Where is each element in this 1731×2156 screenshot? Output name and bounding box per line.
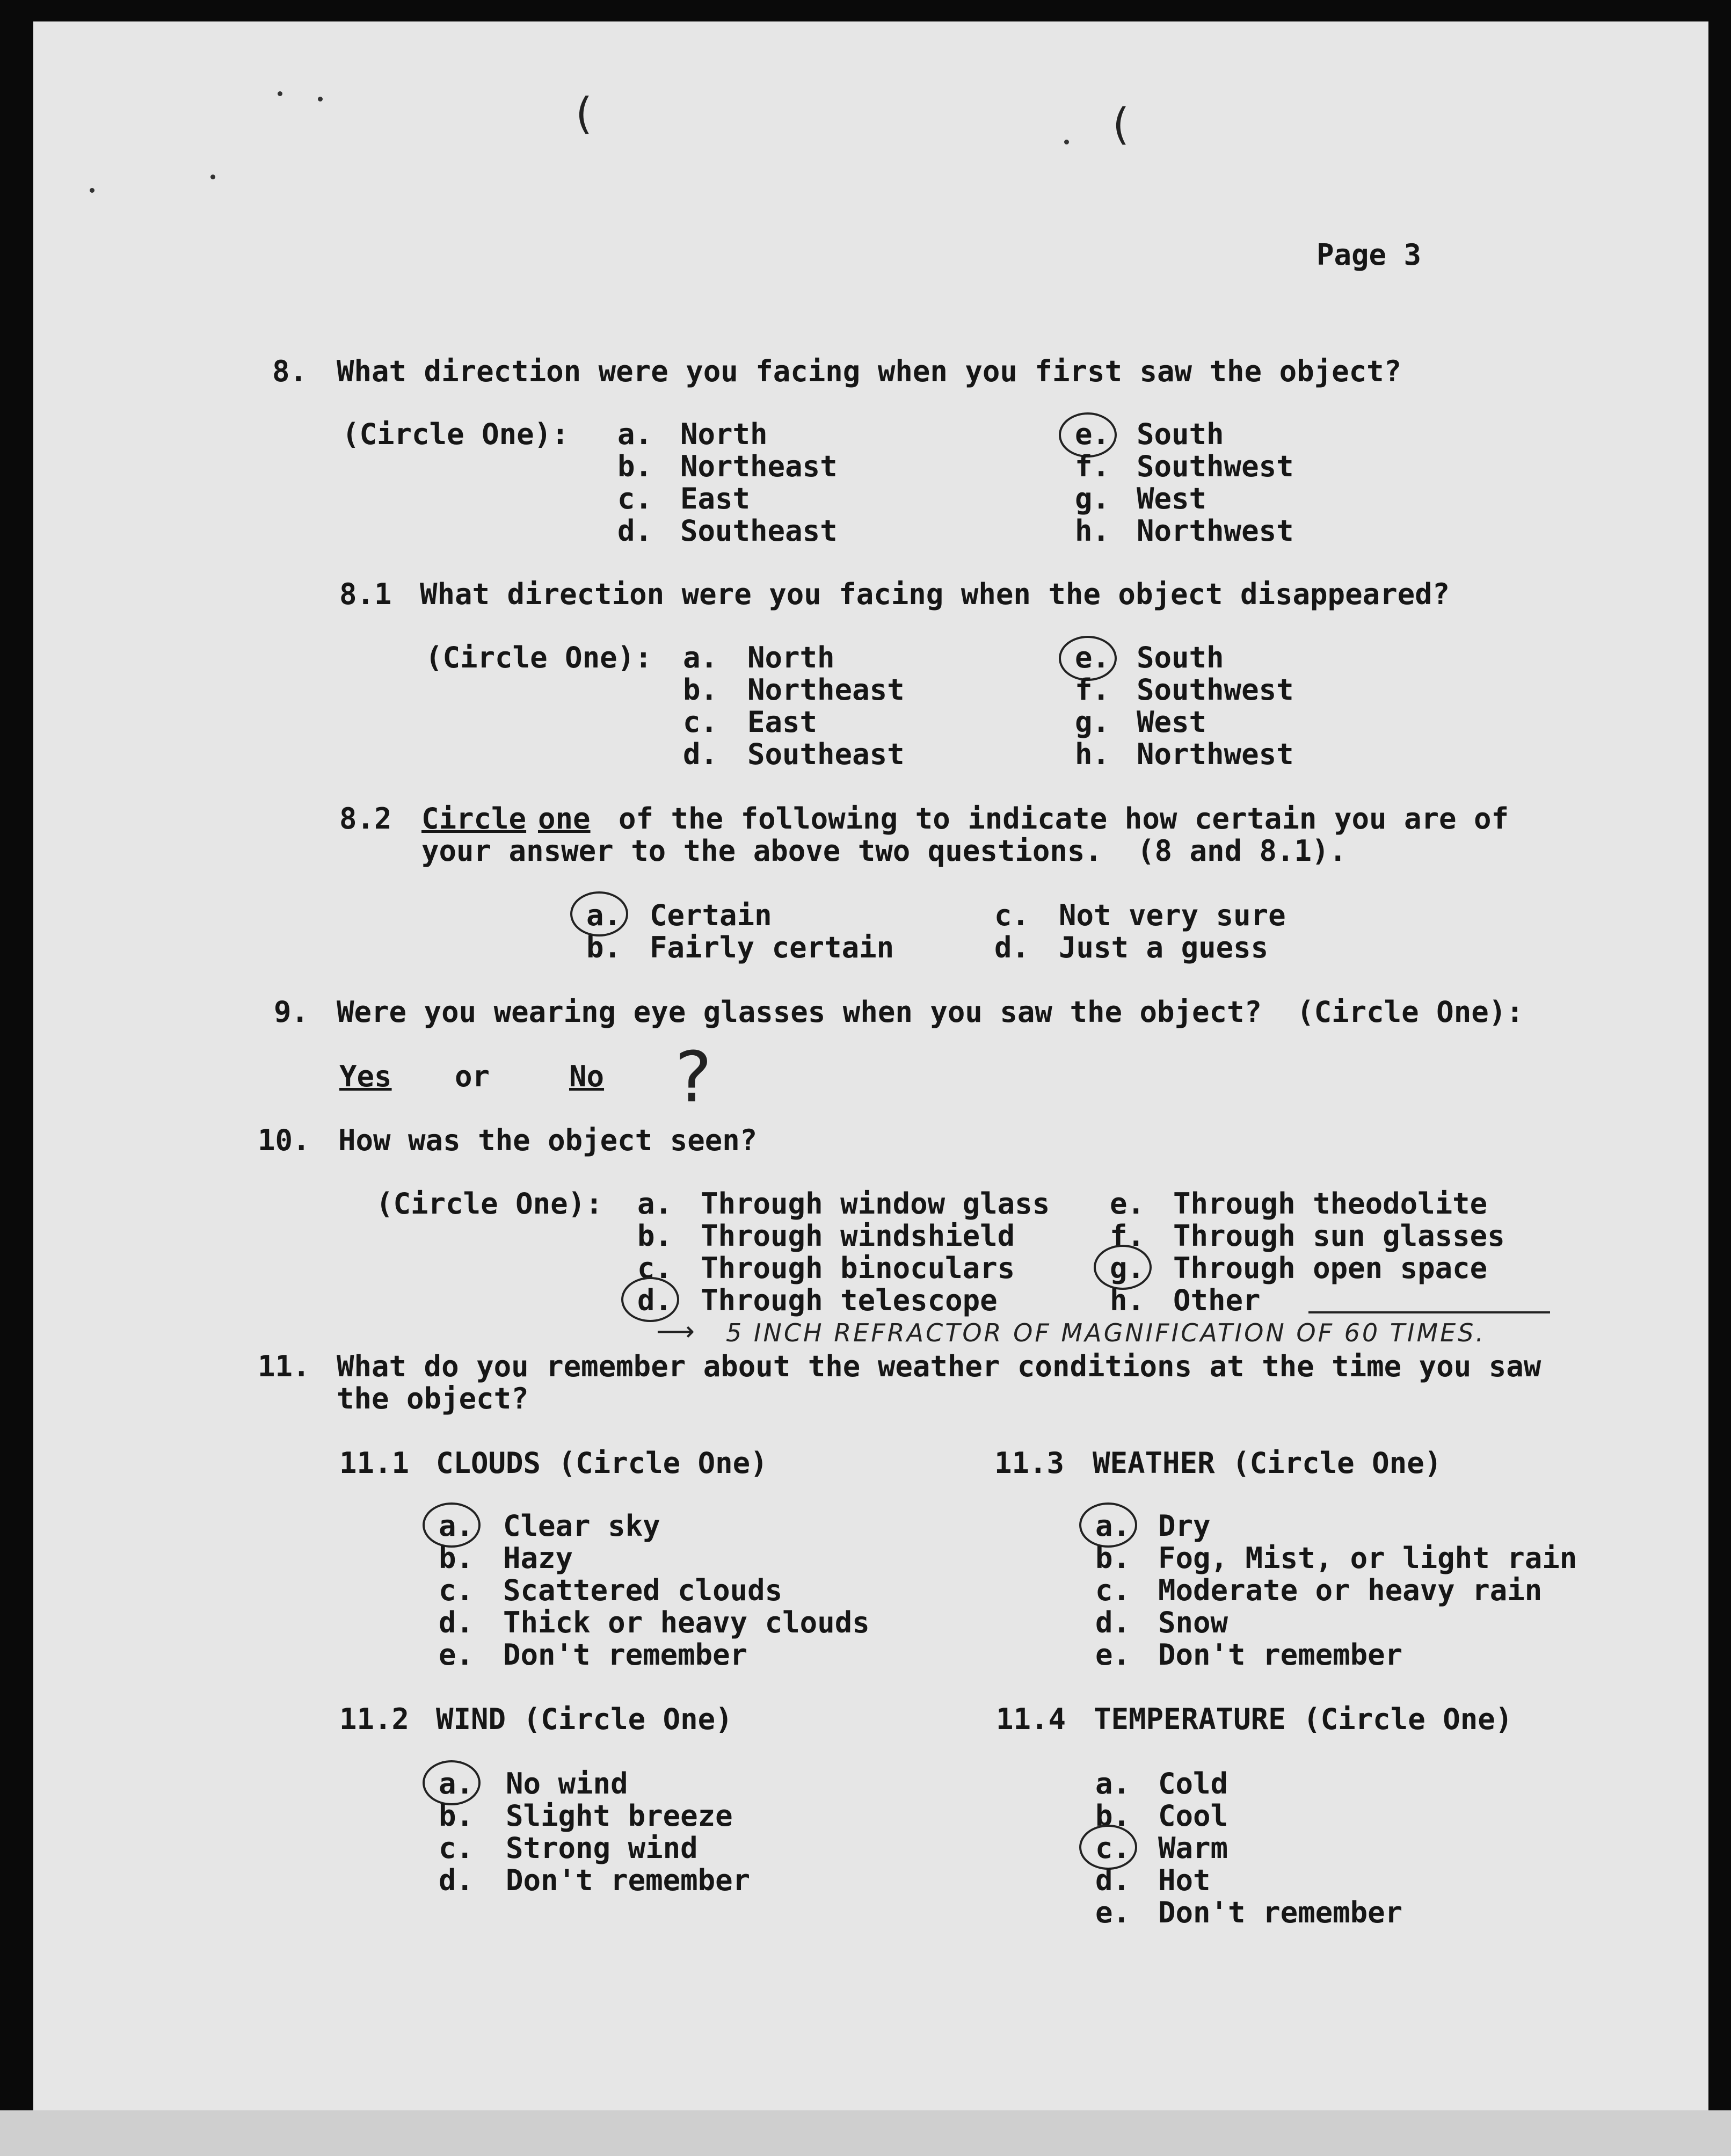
q11-3-title: WEATHER (Circle One): [1093, 1446, 1442, 1480]
q8-option-label: Southwest: [1137, 449, 1294, 483]
q8-option-label: West: [1137, 482, 1207, 516]
q11-2-option-label: No wind: [506, 1767, 628, 1801]
q10-option-letter[interactable]: c.: [637, 1251, 673, 1285]
q10-option-letter[interactable]: g.: [1110, 1251, 1145, 1285]
q11-3-option-letter[interactable]: e.: [1095, 1638, 1131, 1672]
q11-3-option-label: Don't remember: [1158, 1638, 1403, 1672]
q11-2-option-label: Strong wind: [506, 1831, 698, 1865]
q8-option-letter[interactable]: h.: [1075, 514, 1110, 548]
q9-no-option[interactable]: No: [569, 1059, 605, 1093]
q11-3-option-label: Fog, Mist, or light rain: [1158, 1541, 1577, 1575]
q11-4-option-label: Hot: [1158, 1863, 1211, 1897]
q8-option-label: Southeast: [680, 514, 838, 548]
q9-handwritten-answer: ?: [675, 1036, 712, 1118]
q11-4-option-label: Cool: [1158, 1799, 1228, 1833]
q10-option-label: Through open space: [1173, 1251, 1488, 1285]
q8-option-letter[interactable]: a.: [617, 417, 653, 451]
q10-option-label: Other: [1173, 1283, 1261, 1317]
q11-4-number: 11.4: [996, 1702, 1066, 1736]
q11-1-option-label: Don't remember: [503, 1638, 748, 1672]
speck: [90, 188, 94, 193]
q8-option-letter[interactable]: d.: [617, 514, 653, 548]
q11-1-option-letter[interactable]: b.: [439, 1541, 474, 1575]
q11-3-option-label: Snow: [1158, 1606, 1228, 1639]
q11-4-option-letter[interactable]: d.: [1095, 1863, 1131, 1897]
q11-2-title: WIND (Circle One): [436, 1702, 733, 1736]
q10-other-blank[interactable]: [1308, 1311, 1550, 1313]
q8-1-option-letter[interactable]: b.: [683, 673, 718, 707]
q11-3-option-letter[interactable]: d.: [1095, 1606, 1131, 1639]
q11-3-option-letter[interactable]: b.: [1095, 1541, 1131, 1575]
speck: [318, 97, 323, 101]
q8-option-label: Northeast: [680, 449, 838, 483]
q9-or-text: or: [455, 1059, 490, 1093]
q11-3-option-letter[interactable]: c.: [1095, 1573, 1131, 1607]
q11-1-option-letter[interactable]: e.: [439, 1638, 474, 1672]
q9-question: Were you wearing eye glasses when you saw the object? (Circle One):: [337, 995, 1524, 1029]
q10-option-label: Through telescope: [701, 1283, 998, 1317]
q8-2-option-label: Not very sure: [1059, 898, 1286, 932]
q8-2-question: of the following to indicate how certain you are of: [619, 802, 1509, 836]
q8-2-option-letter[interactable]: c.: [994, 898, 1030, 932]
q8-1-option-label: East: [747, 705, 818, 739]
q11-3-number: 11.3: [994, 1446, 1065, 1480]
q8-1-option-label: West: [1137, 705, 1207, 739]
speck: [1064, 140, 1069, 144]
page-number: Page 3: [1317, 238, 1422, 272]
q10-question: How was the object seen?: [338, 1123, 758, 1157]
q11-1-option-letter[interactable]: a.: [439, 1509, 474, 1543]
q11-4-option-label: Cold: [1158, 1767, 1228, 1801]
q9-number: 9.: [274, 995, 309, 1029]
q10-option-letter[interactable]: a.: [637, 1187, 673, 1221]
q8-1-option-label: Southwest: [1137, 673, 1294, 707]
q8-1-option-letter[interactable]: d.: [683, 737, 718, 771]
q10-option-label: Through sun glasses: [1173, 1219, 1505, 1253]
q11-2-option-letter[interactable]: a.: [439, 1767, 474, 1801]
q8-2-option-label: Just a guess: [1059, 931, 1269, 964]
q8-1-option-label: South: [1137, 641, 1224, 674]
q8-1-number: 8.1: [339, 577, 392, 611]
q11-3-option-label: Moderate or heavy rain: [1158, 1573, 1543, 1607]
q11-1-option-label: Thick or heavy clouds: [503, 1606, 870, 1639]
q8-2-option-letter[interactable]: d.: [994, 931, 1030, 964]
q11-2-option-letter[interactable]: c.: [439, 1831, 474, 1865]
q10-option-label: Through binoculars: [701, 1251, 1015, 1285]
q8-option-label: East: [680, 482, 751, 516]
paren-mark: (: [1112, 99, 1130, 149]
q10-option-letter[interactable]: b.: [637, 1219, 673, 1253]
q8-1-question: What direction were you facing when the object disappeared?: [420, 577, 1450, 611]
q8-option-letter[interactable]: b.: [617, 449, 653, 483]
q8-option-letter[interactable]: e.: [1075, 417, 1110, 451]
q8-2-option-label: Certain: [650, 898, 772, 932]
q11-3-option-letter[interactable]: a.: [1095, 1509, 1131, 1543]
q11-2-option-label: Don't remember: [506, 1863, 751, 1897]
q11-number: 11.: [258, 1349, 310, 1383]
q8-option-letter[interactable]: c.: [617, 482, 653, 516]
q8-2-option-letter[interactable]: b.: [586, 931, 622, 964]
q8-option-label: North: [680, 417, 768, 451]
q11-2-number: 11.2: [339, 1702, 410, 1736]
q8-1-option-letter[interactable]: e.: [1075, 641, 1110, 674]
q10-option-label: Through windshield: [701, 1219, 1015, 1253]
q8-1-option-label: North: [747, 641, 835, 674]
q8-option-letter[interactable]: g.: [1075, 482, 1110, 516]
q10-option-letter[interactable]: f.: [1110, 1219, 1145, 1253]
q8-2-option-letter[interactable]: a.: [586, 898, 622, 932]
q11-1-option-letter[interactable]: d.: [439, 1606, 474, 1639]
q9-yes-option[interactable]: Yes: [339, 1059, 392, 1093]
q8-1-option-label: Northeast: [747, 673, 905, 707]
q8-1-option-label: Southeast: [747, 737, 905, 771]
q10-option-letter[interactable]: h.: [1110, 1283, 1145, 1317]
speck: [210, 175, 215, 179]
q8-2-number: 8.2: [339, 802, 392, 836]
q10-option-label: Through window glass: [701, 1187, 1050, 1221]
q11-1-number: 11.1: [339, 1446, 410, 1480]
q11-4-option-label: Don't remember: [1158, 1896, 1403, 1929]
q8-option-label: Northwest: [1137, 514, 1294, 548]
q8-option-letter[interactable]: f.: [1075, 449, 1110, 483]
q8-option-label: South: [1137, 417, 1224, 451]
q11-4-option-letter[interactable]: e.: [1095, 1896, 1131, 1929]
q11-4-option-letter[interactable]: c.: [1095, 1831, 1131, 1865]
q11-1-option-label: Clear sky: [503, 1509, 660, 1543]
q8-2-option-label: Fairly certain: [650, 931, 894, 964]
q11-2-option-letter[interactable]: b.: [439, 1799, 474, 1833]
q10-instruction: (Circle One):: [376, 1187, 603, 1221]
q11-2-option-letter[interactable]: d.: [439, 1863, 474, 1897]
q11-question-line2: the object?: [337, 1382, 529, 1415]
q8-question: What direction were you facing when you first saw the object?: [337, 354, 1402, 388]
q10-handwritten-note: 5 INCH REFRACTOR OF MAGNIFICATION OF 60 TIMES.: [726, 1318, 1486, 1347]
speck: [278, 91, 282, 96]
q10-option-letter[interactable]: e.: [1110, 1187, 1145, 1221]
q8-1-option-letter[interactable]: h.: [1075, 737, 1110, 771]
arrow-icon: ⟶: [656, 1316, 695, 1347]
q11-1-option-label: Scattered clouds: [503, 1573, 783, 1607]
q11-4-option-letter[interactable]: a.: [1095, 1767, 1131, 1801]
q11-1-option-label: Hazy: [503, 1541, 573, 1575]
q11-1-title: CLOUDS (Circle One): [436, 1446, 768, 1480]
q11-2-option-label: Slight breeze: [506, 1799, 733, 1833]
q10-option-letter[interactable]: d.: [637, 1283, 673, 1317]
q11-4-option-label: Warm: [1158, 1831, 1228, 1865]
form-page: [33, 21, 1708, 2110]
scan-bottom-strip: [0, 2110, 1731, 2156]
q11-3-option-label: Dry: [1158, 1509, 1211, 1543]
q8-1-option-label: Northwest: [1137, 737, 1294, 771]
q10-number: 10.: [258, 1123, 310, 1157]
q8-1-option-letter[interactable]: a.: [683, 641, 718, 674]
q8-2-word-one: one: [538, 802, 591, 836]
q11-4-title: TEMPERATURE (Circle One): [1094, 1702, 1513, 1736]
q8-instruction: (Circle One):: [342, 417, 569, 451]
q8-number: 8.: [272, 354, 308, 388]
q8-1-instruction: (Circle One):: [425, 641, 652, 674]
q11-1-option-letter[interactable]: c.: [439, 1573, 474, 1607]
q11-question-line1: What do you remember about the weather conditions at the time you saw: [337, 1349, 1541, 1383]
q8-1-option-letter[interactable]: f.: [1075, 673, 1110, 707]
q8-1-option-letter[interactable]: g.: [1075, 705, 1110, 739]
q11-4-option-letter[interactable]: b.: [1095, 1799, 1131, 1833]
paren-mark: (: [576, 89, 593, 139]
q8-1-option-letter[interactable]: c.: [683, 705, 718, 739]
q8-2-word-circle: Circle: [421, 802, 527, 836]
q10-option-label: Through theodolite: [1173, 1187, 1488, 1221]
q8-2-question-line2: your answer to the above two questions. (8 and 8.1).: [421, 834, 1347, 868]
